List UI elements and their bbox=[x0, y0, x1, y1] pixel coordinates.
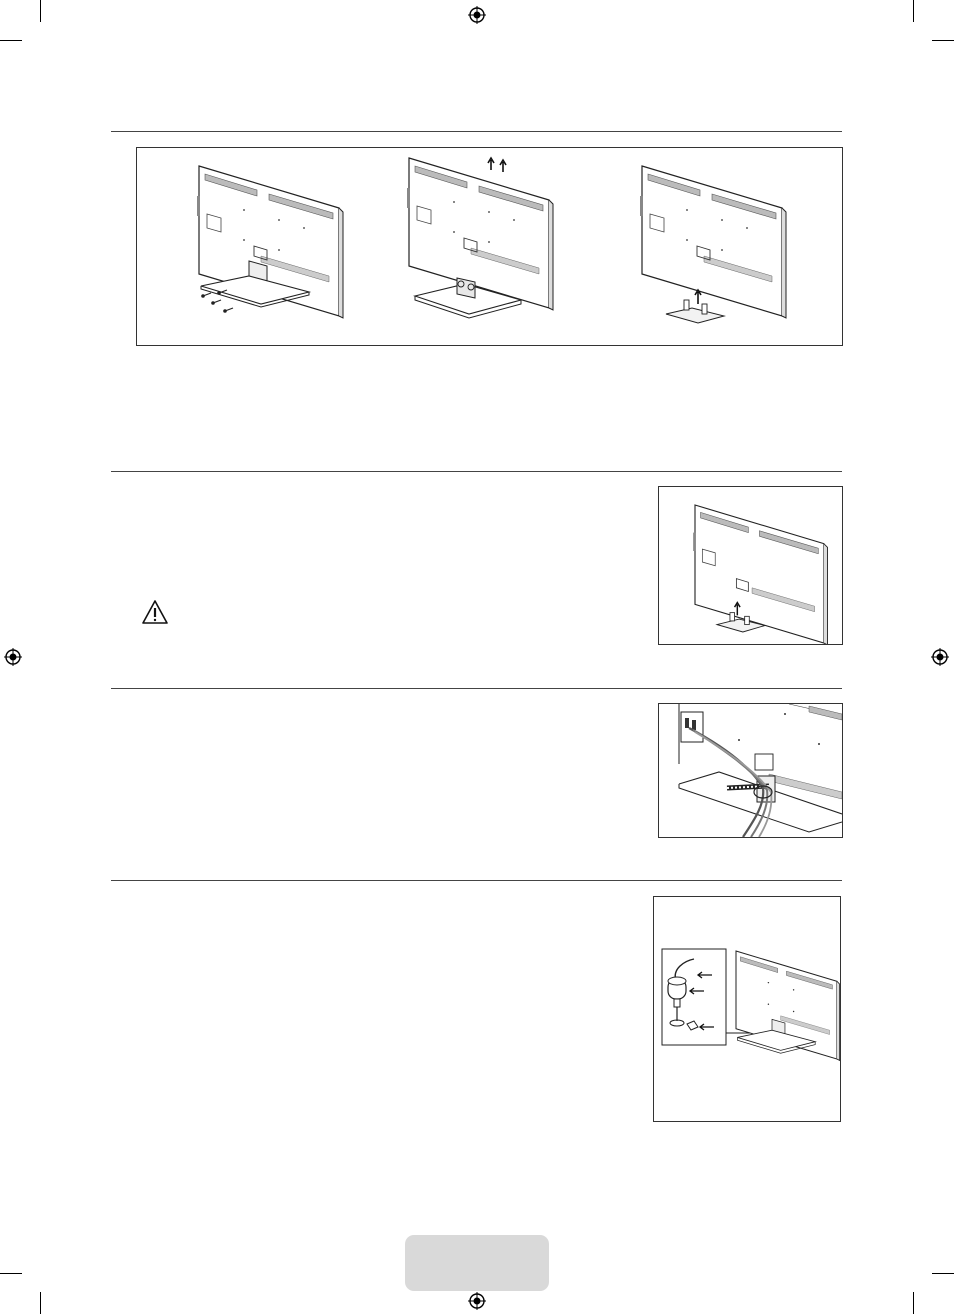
tv-stand-bracket-illustration bbox=[640, 166, 786, 323]
registration-mark-icon bbox=[4, 648, 22, 666]
section-divider bbox=[111, 688, 842, 689]
stand-removal-figure bbox=[136, 147, 843, 346]
crop-mark bbox=[40, 0, 41, 22]
crop-mark bbox=[913, 1292, 914, 1314]
crop-mark bbox=[932, 1273, 954, 1274]
registration-mark-icon bbox=[468, 1292, 486, 1310]
page-number-tab bbox=[405, 1235, 549, 1291]
cable-holder-figure bbox=[658, 703, 843, 838]
crop-mark bbox=[0, 1273, 22, 1274]
section-divider bbox=[111, 471, 842, 472]
crop-mark bbox=[913, 0, 914, 22]
crop-mark bbox=[0, 40, 22, 41]
tv-lift-from-stand-illustration bbox=[407, 158, 553, 318]
section-divider bbox=[111, 131, 842, 132]
caution-icon bbox=[141, 599, 169, 625]
registration-mark-icon bbox=[931, 648, 949, 666]
tv-with-stand-illustration bbox=[197, 166, 343, 318]
registration-mark-icon bbox=[468, 6, 486, 24]
crop-mark bbox=[40, 1292, 41, 1314]
stand-bracket-figure bbox=[658, 486, 843, 645]
kensington-lock-figure bbox=[653, 896, 841, 1122]
crop-mark bbox=[932, 40, 954, 41]
section-divider bbox=[111, 880, 842, 881]
